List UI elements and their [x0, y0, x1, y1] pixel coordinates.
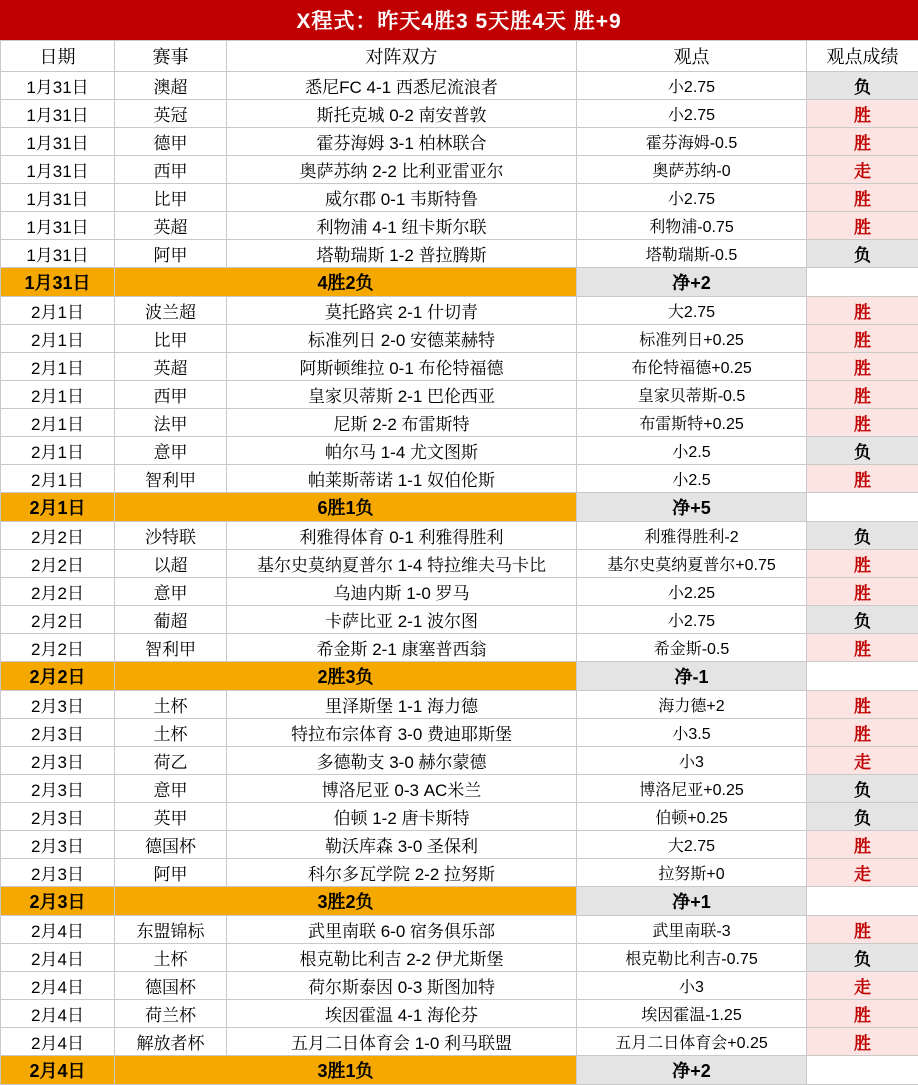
cell-date: 2月4日: [1, 972, 115, 1000]
cell-view: 拉努斯+0: [577, 859, 807, 887]
cell-result: 胜: [807, 128, 918, 156]
cell-league: 阿甲: [115, 859, 227, 887]
cell-view: 小3.5: [577, 719, 807, 747]
cell-match: 霍芬海姆 3-1 柏林联合: [227, 128, 577, 156]
summary-net: 净+5: [577, 493, 807, 522]
cell-match: 皇家贝蒂斯 2-1 巴伦西亚: [227, 381, 577, 409]
cell-view: 武里南联-3: [577, 916, 807, 944]
cell-result: 负: [807, 437, 918, 465]
cell-view: 根克勒比利吉-0.75: [577, 944, 807, 972]
cell-date: 2月4日: [1, 944, 115, 972]
cell-result: 负: [807, 72, 918, 100]
cell-date: 2月3日: [1, 831, 115, 859]
summary-record: 2胜3负: [115, 662, 577, 691]
cell-date: 2月1日: [1, 297, 115, 325]
table-row: [1, 944, 918, 972]
cell-result: 胜: [807, 831, 918, 859]
cell-result: 负: [807, 803, 918, 831]
cell-result: 胜: [807, 719, 918, 747]
summary-record: 6胜1负: [115, 493, 577, 522]
cell-date: 2月4日: [1, 916, 115, 944]
cell-view: 塔勒瑞斯-0.5: [577, 240, 807, 268]
cell-date: 1月31日: [1, 72, 115, 100]
cell-league: 智利甲: [115, 465, 227, 493]
summary-record: 3胜2负: [115, 887, 577, 916]
cell-view: 标准列日+0.25: [577, 325, 807, 353]
cell-date: 1月31日: [1, 100, 115, 128]
cell-view: 埃因霍温-1.25: [577, 1000, 807, 1028]
cell-league: 德国杯: [115, 972, 227, 1000]
cell-match: 利物浦 4-1 纽卡斯尔联: [227, 212, 577, 240]
cell-league: 英冠: [115, 100, 227, 128]
cell-match: 五月二日体育会 1-0 利马联盟: [227, 1028, 577, 1056]
cell-match: 标准列日 2-0 安德莱赫特: [227, 325, 577, 353]
cell-match: 阿斯顿维拉 0-1 布伦特福德: [227, 353, 577, 381]
page-title: X程式：昨天4胜3 5天胜4天 胜+9: [0, 0, 918, 40]
cell-league: 土杯: [115, 719, 227, 747]
cell-result: 胜: [807, 184, 918, 212]
cell-result: 胜: [807, 916, 918, 944]
column-header-view: 观点: [577, 41, 807, 72]
predictions-table: [0, 40, 918, 1085]
cell-result: 胜: [807, 1028, 918, 1056]
table-row: [1, 156, 918, 184]
cell-league: 葡超: [115, 606, 227, 634]
cell-view: 海力德+2: [577, 691, 807, 719]
cell-view: 希金斯-0.5: [577, 634, 807, 662]
cell-match: 莫托路宾 2-1 什切青: [227, 297, 577, 325]
cell-date: 1月31日: [1, 240, 115, 268]
cell-date: 2月3日: [1, 859, 115, 887]
cell-league: 德甲: [115, 128, 227, 156]
table-row: [1, 916, 918, 944]
cell-date: 2月3日: [1, 775, 115, 803]
cell-result: 走: [807, 972, 918, 1000]
cell-league: 阿甲: [115, 240, 227, 268]
cell-result: 胜: [807, 297, 918, 325]
cell-match: 乌迪内斯 1-0 罗马: [227, 578, 577, 606]
cell-view: 霍芬海姆-0.5: [577, 128, 807, 156]
table-row: [1, 128, 918, 156]
table-row: [1, 297, 918, 325]
summary-net: 净+2: [577, 1056, 807, 1085]
cell-date: 2月2日: [1, 550, 115, 578]
cell-date: 2月2日: [1, 634, 115, 662]
cell-league: 比甲: [115, 325, 227, 353]
table-row: [1, 212, 918, 240]
cell-match: 奥萨苏纳 2-2 比利亚雷亚尔: [227, 156, 577, 184]
summary-blank: [807, 887, 918, 916]
table-row: [1, 606, 918, 634]
cell-league: 以超: [115, 550, 227, 578]
cell-league: 荷兰杯: [115, 1000, 227, 1028]
cell-match: 根克勒比利吉 2-2 伊尤斯堡: [227, 944, 577, 972]
cell-match: 埃因霍温 4-1 海伦芬: [227, 1000, 577, 1028]
cell-view: 小2.5: [577, 437, 807, 465]
cell-view: 小2.75: [577, 72, 807, 100]
table-row: [1, 409, 918, 437]
cell-league: 智利甲: [115, 634, 227, 662]
cell-view: 利雅得胜利-2: [577, 522, 807, 550]
cell-league: 英超: [115, 353, 227, 381]
table-row: [1, 72, 918, 100]
cell-result: 负: [807, 944, 918, 972]
cell-result: 胜: [807, 381, 918, 409]
cell-date: 2月1日: [1, 465, 115, 493]
cell-view: 利物浦-0.75: [577, 212, 807, 240]
cell-view: 小2.5: [577, 465, 807, 493]
table-row: [1, 634, 918, 662]
cell-view: 布伦特福德+0.25: [577, 353, 807, 381]
cell-date: 2月3日: [1, 803, 115, 831]
cell-view: 奥萨苏纳-0: [577, 156, 807, 184]
cell-view: 五月二日体育会+0.25: [577, 1028, 807, 1056]
cell-league: 英甲: [115, 803, 227, 831]
cell-date: 1月31日: [1, 184, 115, 212]
table-row: [1, 747, 918, 775]
cell-match: 多德勒支 3-0 赫尔蒙德: [227, 747, 577, 775]
summary-row: [1, 662, 918, 691]
summary-record: 4胜2负: [115, 268, 577, 297]
table-body: [1, 72, 918, 1085]
summary-date: 2月3日: [1, 887, 115, 916]
table-row: [1, 240, 918, 268]
cell-view: 博洛尼亚+0.25: [577, 775, 807, 803]
cell-league: 澳超: [115, 72, 227, 100]
cell-date: 2月2日: [1, 578, 115, 606]
table-row: [1, 578, 918, 606]
table-row: [1, 691, 918, 719]
cell-match: 基尔史莫纳夏普尔 1-4 特拉维夫马卡比: [227, 550, 577, 578]
summary-row: [1, 1056, 918, 1085]
cell-view: 大2.75: [577, 831, 807, 859]
cell-match: 科尔多瓦学院 2-2 拉努斯: [227, 859, 577, 887]
table-row: [1, 719, 918, 747]
cell-result: 胜: [807, 325, 918, 353]
cell-view: 小2.75: [577, 184, 807, 212]
summary-record: 3胜1负: [115, 1056, 577, 1085]
cell-date: 2月1日: [1, 409, 115, 437]
table-row: [1, 775, 918, 803]
cell-match: 塔勒瑞斯 1-2 普拉腾斯: [227, 240, 577, 268]
cell-league: 解放者杯: [115, 1028, 227, 1056]
cell-result: 胜: [807, 353, 918, 381]
table-row: [1, 803, 918, 831]
cell-result: 胜: [807, 100, 918, 128]
cell-league: 英超: [115, 212, 227, 240]
cell-match: 利雅得体育 0-1 利雅得胜利: [227, 522, 577, 550]
table-row: [1, 437, 918, 465]
table-row: [1, 522, 918, 550]
summary-date: 2月4日: [1, 1056, 115, 1085]
table-header-row: [1, 41, 918, 72]
table-row: [1, 1000, 918, 1028]
cell-view: 伯顿+0.25: [577, 803, 807, 831]
cell-league: 东盟锦标: [115, 916, 227, 944]
table-row: [1, 325, 918, 353]
cell-match: 卡萨比亚 2-1 波尔图: [227, 606, 577, 634]
cell-match: 悉尼FC 4-1 西悉尼流浪者: [227, 72, 577, 100]
table-row: [1, 465, 918, 493]
cell-date: 1月31日: [1, 212, 115, 240]
cell-view: 小3: [577, 972, 807, 1000]
summary-blank: [807, 268, 918, 297]
summary-net: 净-1: [577, 662, 807, 691]
column-header-date: 日期: [1, 41, 115, 72]
cell-view: 皇家贝蒂斯-0.5: [577, 381, 807, 409]
summary-date: 2月1日: [1, 493, 115, 522]
table-row: [1, 381, 918, 409]
summary-blank: [807, 1056, 918, 1085]
cell-view: 大2.75: [577, 297, 807, 325]
summary-blank: [807, 493, 918, 522]
cell-match: 伯顿 1-2 唐卡斯特: [227, 803, 577, 831]
cell-league: 西甲: [115, 156, 227, 184]
cell-date: 2月1日: [1, 325, 115, 353]
cell-date: 2月4日: [1, 1028, 115, 1056]
cell-view: 布雷斯特+0.25: [577, 409, 807, 437]
cell-league: 意甲: [115, 437, 227, 465]
cell-match: 博洛尼亚 0-3 AC米兰: [227, 775, 577, 803]
table-row: [1, 100, 918, 128]
cell-league: 比甲: [115, 184, 227, 212]
cell-date: 2月3日: [1, 691, 115, 719]
cell-view: 基尔史莫纳夏普尔+0.75: [577, 550, 807, 578]
cell-league: 法甲: [115, 409, 227, 437]
cell-match: 威尔郡 0-1 韦斯特鲁: [227, 184, 577, 212]
cell-league: 沙特联: [115, 522, 227, 550]
cell-result: 胜: [807, 409, 918, 437]
cell-result: 胜: [807, 578, 918, 606]
cell-date: 2月2日: [1, 606, 115, 634]
cell-view: 小2.25: [577, 578, 807, 606]
summary-net: 净+1: [577, 887, 807, 916]
table-row: [1, 353, 918, 381]
cell-date: 1月31日: [1, 128, 115, 156]
cell-result: 负: [807, 606, 918, 634]
cell-league: 土杯: [115, 691, 227, 719]
cell-league: 意甲: [115, 578, 227, 606]
column-header-match: 对阵双方: [227, 41, 577, 72]
summary-blank: [807, 662, 918, 691]
cell-result: 负: [807, 522, 918, 550]
cell-match: 武里南联 6-0 宿务俱乐部: [227, 916, 577, 944]
cell-date: 2月3日: [1, 747, 115, 775]
summary-date: 1月31日: [1, 268, 115, 297]
table-row: [1, 831, 918, 859]
cell-match: 帕尔马 1-4 尤文图斯: [227, 437, 577, 465]
table-row: [1, 550, 918, 578]
cell-match: 特拉布宗体育 3-0 费迪耶斯堡: [227, 719, 577, 747]
cell-result: 胜: [807, 212, 918, 240]
cell-date: 2月4日: [1, 1000, 115, 1028]
cell-match: 里泽斯堡 1-1 海力德: [227, 691, 577, 719]
cell-result: 胜: [807, 691, 918, 719]
summary-row: [1, 268, 918, 297]
cell-result: 胜: [807, 465, 918, 493]
cell-result: 胜: [807, 634, 918, 662]
cell-view: 小2.75: [577, 100, 807, 128]
summary-date: 2月2日: [1, 662, 115, 691]
cell-date: 2月3日: [1, 719, 115, 747]
cell-match: 希金斯 2-1 康塞普西翁: [227, 634, 577, 662]
cell-league: 意甲: [115, 775, 227, 803]
cell-match: 斯托克城 0-2 南安普敦: [227, 100, 577, 128]
cell-league: 土杯: [115, 944, 227, 972]
summary-row: [1, 887, 918, 916]
cell-match: 帕莱斯蒂诺 1-1 奴伯伦斯: [227, 465, 577, 493]
table-row: [1, 184, 918, 212]
column-header-league: 赛事: [115, 41, 227, 72]
cell-date: 2月1日: [1, 437, 115, 465]
cell-result: 走: [807, 747, 918, 775]
column-header-result: 观点成绩: [807, 41, 918, 72]
cell-league: 西甲: [115, 381, 227, 409]
cell-result: 走: [807, 859, 918, 887]
cell-match: 勒沃库森 3-0 圣保利: [227, 831, 577, 859]
cell-match: 荷尔斯泰因 0-3 斯图加特: [227, 972, 577, 1000]
cell-result: 胜: [807, 1000, 918, 1028]
table-row: [1, 859, 918, 887]
cell-result: 走: [807, 156, 918, 184]
cell-league: 荷乙: [115, 747, 227, 775]
cell-result: 负: [807, 240, 918, 268]
summary-row: [1, 493, 918, 522]
table-row: [1, 972, 918, 1000]
cell-match: 尼斯 2-2 布雷斯特: [227, 409, 577, 437]
cell-date: 1月31日: [1, 156, 115, 184]
cell-result: 胜: [807, 550, 918, 578]
cell-league: 波兰超: [115, 297, 227, 325]
cell-date: 2月1日: [1, 353, 115, 381]
cell-result: 负: [807, 775, 918, 803]
cell-date: 2月1日: [1, 381, 115, 409]
summary-net: 净+2: [577, 268, 807, 297]
cell-view: 小3: [577, 747, 807, 775]
cell-view: 小2.75: [577, 606, 807, 634]
cell-league: 德国杯: [115, 831, 227, 859]
table-row: [1, 1028, 918, 1056]
cell-date: 2月2日: [1, 522, 115, 550]
